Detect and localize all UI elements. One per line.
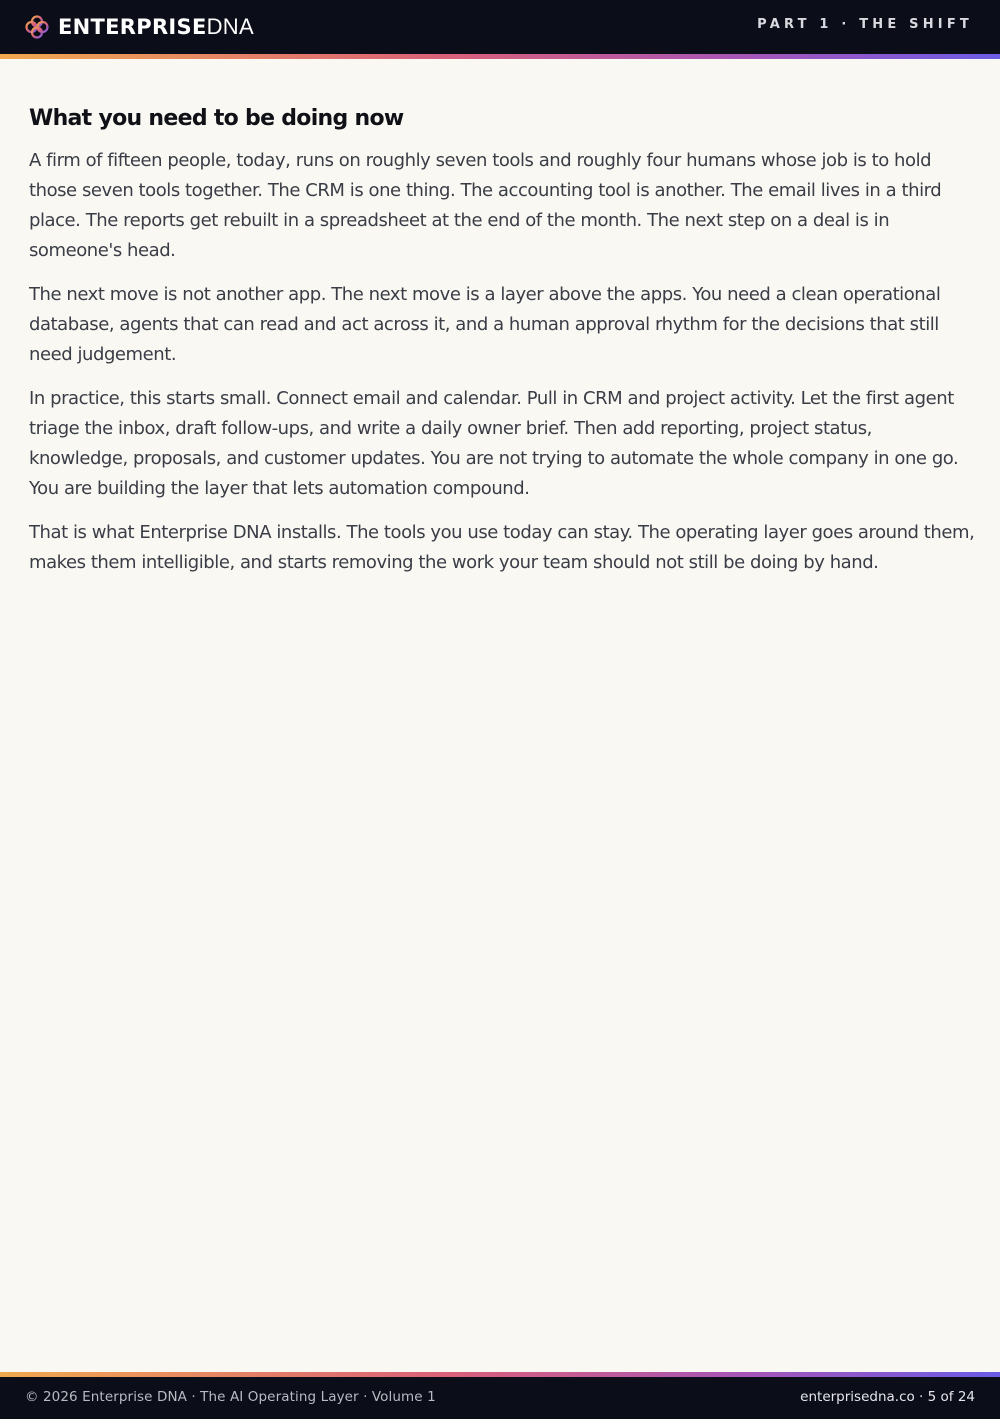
dna-knot-logo-icon <box>24 14 50 40</box>
brand <box>24 13 254 41</box>
footer-page-number: enterprisedna.co · 5 of 24 <box>800 1389 975 1405</box>
paragraph-3: In practice, this starts small. Connect email and calendar. Pull in CRM and project activity. Let the first agent triage the inbox, draft follow-ups, and write a daily owner brief. Then add reporting, project status, knowledge, proposals, and customer updates. You are not trying to automate the whole company in one go. You are building the layer that lets automation compound. <box>29 388 959 499</box>
paragraph-1: A firm of fifteen people, today, runs on roughly seven tools and roughly four humans whose job is to hold those seven tools together. The CRM is one thing. The accounting tool is another. The email lives in a third place. The reports get rebuilt in a spreadsheet at the end of the month. The next step on a deal is in someone's head. <box>29 150 942 261</box>
header-accent-rule <box>0 54 1000 59</box>
brand-wordmark <box>58 14 254 40</box>
footer-copyright: © 2026 Enterprise DNA · The AI Operating Layer · Volume 1 <box>25 1389 436 1405</box>
page-footer <box>0 1377 1000 1419</box>
brand-wordmark-strong: ENTERPRISE <box>58 15 207 39</box>
section-title: What you need to be doing now <box>29 106 404 131</box>
part-label: PART 1 · THE SHIFT <box>757 17 973 32</box>
page-header <box>0 0 1000 54</box>
main-content <box>29 100 975 592</box>
brand-wordmark-light: DNA <box>206 14 254 39</box>
paragraph-4: That is what Enterprise DNA installs. The tools you use today can stay. The operating layer goes around them, makes them intelligible, and starts removing the work your team should not still be doing by hand. <box>29 522 975 573</box>
paragraph-2: The next move is not another app. The next move is a layer above the apps. You need a clean operational database, agents that can read and act across it, and a human approval rhythm for the decisions that still need judgement. <box>29 284 941 365</box>
